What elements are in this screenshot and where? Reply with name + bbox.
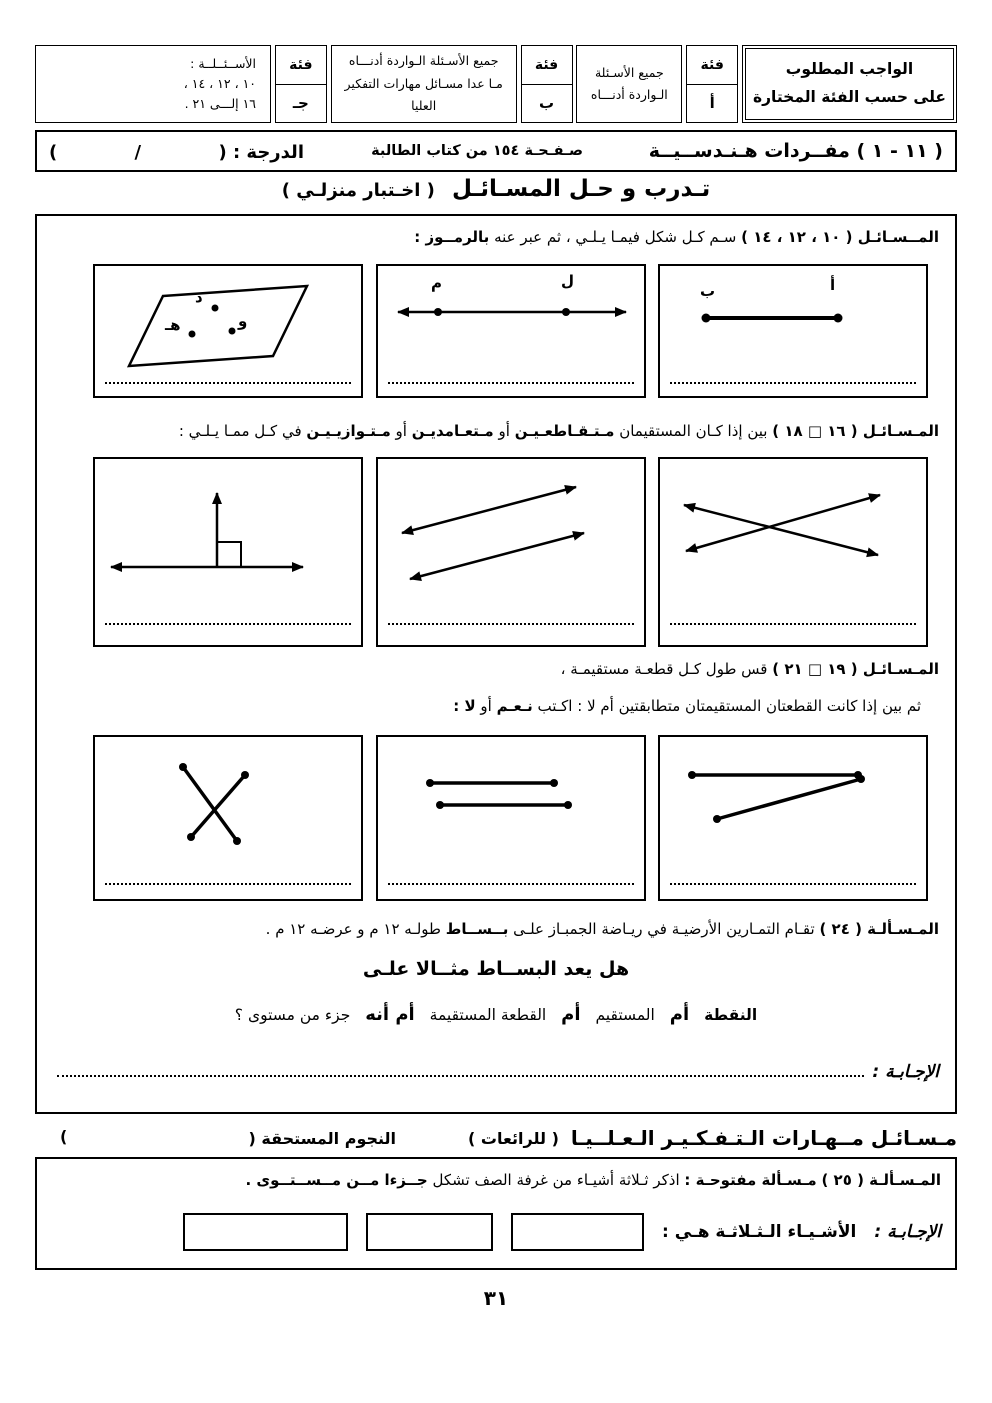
category-a-desc-line2: الـواردة أدنـــاه: [590, 87, 668, 102]
q16-18-or2: أو: [395, 422, 407, 440]
q19-21-line2-text: ثم بين إذا كانت القطعتان المستقيمتان متطابقتين أم لا : اكـتب: [537, 697, 921, 715]
figure-box-q10: [658, 264, 928, 398]
instruction-q10-14: [414, 228, 939, 246]
grade-close-paren: ): [48, 141, 58, 163]
book-page-reference: صـفـحـة ١٥٤ من كتاب الطالبة: [371, 143, 583, 159]
lesson-bar: [35, 130, 957, 172]
hots-header: [35, 1122, 957, 1154]
grade-label: الدرجة : (: [218, 141, 304, 163]
answer-line-q21[interactable]: [105, 883, 351, 885]
two-segments-figure-q21: [95, 737, 361, 899]
answer-line-q18[interactable]: [105, 623, 351, 625]
perpendicular-lines-figure: [95, 459, 361, 645]
parallel-lines-figure: [378, 459, 644, 645]
q16-18-word-perpendicular: مـتعـامديـن: [411, 422, 494, 440]
category-b-desc: [331, 45, 517, 123]
figure-box-q20: [376, 735, 646, 901]
two-segments-figure-q19: [660, 737, 926, 899]
q16-18-text1: بين إذا كـان المستقيمان: [619, 422, 768, 440]
q19-21-yes-word: نـعـم: [496, 697, 533, 715]
category-a-box: [686, 45, 738, 123]
q16-18-word-parallel: مـتـوازيـيـن: [306, 422, 391, 440]
practice-section-box: [35, 214, 957, 1114]
q25-open-label: مـسـألة مفتوحـة :: [684, 1171, 817, 1189]
instruction-q16-18: [179, 422, 939, 440]
q24-answer-line[interactable]: [57, 1075, 864, 1077]
q10-14-symbols-word: بالرمــوز :: [414, 228, 490, 246]
q25-answer-row: [51, 1213, 941, 1251]
q10-14-head: المــسـائـل ( ١٠ ، ١٢ ، ١٤ ): [741, 228, 939, 246]
figure-box-q21: [93, 735, 363, 901]
category-header: [35, 45, 957, 123]
q19-21-no-word: لا :: [453, 697, 476, 715]
category-b-box: [521, 45, 573, 123]
grade-total-area[interactable]: [57, 139, 134, 165]
q24-option-point: النقطة: [704, 1006, 758, 1024]
lesson-title: ( ١١ - ١ ) مفــردات هـنـدســيــة: [648, 140, 943, 162]
intersecting-lines-figure: [660, 459, 926, 645]
figure-box-q19: [658, 735, 928, 901]
q25-text: اذكر ثـلاثة أشيـاء من غرفة الصف تشكل: [432, 1171, 680, 1189]
q24-head: المـسـألـة ( ٢٤ ): [819, 920, 939, 938]
hots-stars-close-paren: ): [60, 1127, 68, 1146]
hots-stars-label: النجوم المستحقة (: [248, 1128, 397, 1148]
category-b-label: فئة: [534, 56, 559, 73]
answer-line-q12[interactable]: [388, 382, 634, 384]
figure-box-q14: [93, 264, 363, 398]
point-label-lam: ل: [561, 272, 575, 290]
category-a-label: فئة: [700, 56, 724, 73]
worksheet-title-sub: ( اخـتبار منزلـي ): [281, 180, 435, 201]
point-label-alef: أ: [830, 276, 836, 294]
q24-option-line: المستقيم: [595, 1006, 655, 1024]
problem-24-statement: [266, 920, 939, 938]
required-line2: على حسب الفئة المختارة: [752, 88, 947, 106]
instruction-q19-21-line2: [453, 697, 921, 715]
category-c-questions: [35, 45, 271, 123]
problem-25-statement: [246, 1171, 942, 1189]
q25-tail: جــزءا مــن مــســتــوى .: [245, 1171, 428, 1189]
category-c-questions-line3: ١٦ إلـــى ٢١ .: [184, 96, 257, 111]
q24-question: هل يعد البســاط مثــالا علـى: [362, 958, 630, 980]
instruction-q19-21: [561, 660, 939, 678]
category-c-questions-line2: ١٠ ، ١٢ ، ١٤ ،: [183, 76, 257, 91]
hots-title: مـسـائـل مــهـارات الـتـفـكـيـر الـعـلــيـا: [570, 1126, 957, 1150]
open-problem-box: [35, 1157, 957, 1270]
worksheet-title-main: تـدرب و حـل المسـائـل: [451, 176, 711, 202]
figure-box-q12: [376, 264, 646, 398]
q25-answer-box-1[interactable]: [511, 1213, 644, 1251]
q24-answer-row: [53, 1062, 939, 1082]
q24-option-segment: القطعة المستقيمة: [429, 1006, 547, 1024]
answer-line-q10[interactable]: [670, 382, 916, 384]
category-a-letter: أ: [687, 84, 737, 123]
q16-18-text2: في كـل ممـا يـلـي :: [178, 422, 302, 440]
q16-18-head: المـسـائـل ( ١٦ □ ١٨ ): [772, 422, 939, 440]
point-label-meem: م: [431, 274, 442, 292]
q25-answer-label: الإجـابـة :: [874, 1222, 941, 1242]
category-a-desc-line1: جميع الأسـئلة: [594, 64, 664, 80]
answer-line-q17[interactable]: [388, 623, 634, 625]
figure-box-q18: [93, 457, 363, 647]
answer-line-q14[interactable]: [105, 382, 351, 384]
page-number: ٣١: [483, 1286, 509, 1310]
two-segments-figure-q20: [378, 737, 644, 899]
grade-slash: /: [134, 141, 142, 163]
grade-score-area[interactable]: [141, 139, 218, 165]
required-homework-box: [742, 45, 957, 123]
q16-18-or1: أو: [498, 422, 510, 440]
hots-paren: ( للرائعات ): [468, 1128, 559, 1148]
line-lm-figure: [378, 266, 644, 396]
q24-text1: تقـام التمـارين الأرضيـة في ريـاضة الجمبـاز علـى: [513, 920, 815, 938]
answer-line-q19[interactable]: [670, 883, 916, 885]
category-b-desc-line2: مـا عدا مسـائل مهارات التفكير العليا: [344, 75, 503, 114]
required-line1: الواجب المطلوب: [785, 60, 914, 79]
q24-or3: أم أنه: [365, 1004, 415, 1025]
category-c-questions-line1: الأســئــلــة :: [190, 56, 257, 71]
category-a-desc: [576, 45, 682, 123]
q25-answer-box-3[interactable]: [183, 1213, 348, 1251]
q24-mat-word: بــســاط: [445, 920, 509, 938]
q25-head: المـسـألـة ( ٢٥ ): [821, 1171, 941, 1189]
figure-box-q16: [658, 457, 928, 647]
q24-answer-label: الإجـابـة :: [872, 1062, 939, 1082]
answer-line-q20[interactable]: [388, 883, 634, 885]
q24-text2: طولـه ١٢ م و عرضـه ١٢ م .: [265, 920, 441, 938]
figure-box-q17: [376, 457, 646, 647]
category-c-label: فئة: [289, 56, 313, 73]
point-label-waw: و: [238, 312, 248, 330]
q19-21-text: قس طول كـل قطعـة مستقيمـة ،: [560, 660, 768, 678]
q25-answer-prompt: الأشـيـاء الـثـلاثـة هـي :: [661, 1222, 857, 1242]
point-label-ba: ب: [700, 282, 716, 300]
q25-answer-box-2[interactable]: [366, 1213, 493, 1251]
q24-or1: أم: [669, 1004, 690, 1025]
q16-18-word-intersecting: مـتـقـاطعـيـن: [514, 422, 615, 440]
q19-21-head: المـسـائـل ( ١٩ □ ٢١ ): [772, 660, 939, 678]
worksheet-title: [0, 176, 992, 202]
plane-figure: [95, 266, 361, 396]
point-label-ha: هـ: [165, 316, 181, 334]
q24-options: [37, 1004, 955, 1025]
q19-21-or-word: أو: [480, 697, 492, 715]
category-b-letter: ب: [522, 84, 572, 123]
q24-or2: أم: [561, 1004, 581, 1025]
point-label-dal: د: [195, 288, 203, 306]
answer-line-q16[interactable]: [670, 623, 916, 625]
category-c-box: [275, 45, 327, 123]
category-c-letter: جـ: [276, 84, 326, 123]
category-b-desc-line1: جميع الأسـئلة الـواردة أدنـــاه: [348, 53, 499, 69]
grade-field: [49, 139, 304, 165]
q24-option-plane: جزء من مستوى ؟: [234, 1006, 351, 1024]
q10-14-text: سـم كـل شكل فيمـا يـلـي ، ثم عبر عنه: [494, 228, 737, 246]
